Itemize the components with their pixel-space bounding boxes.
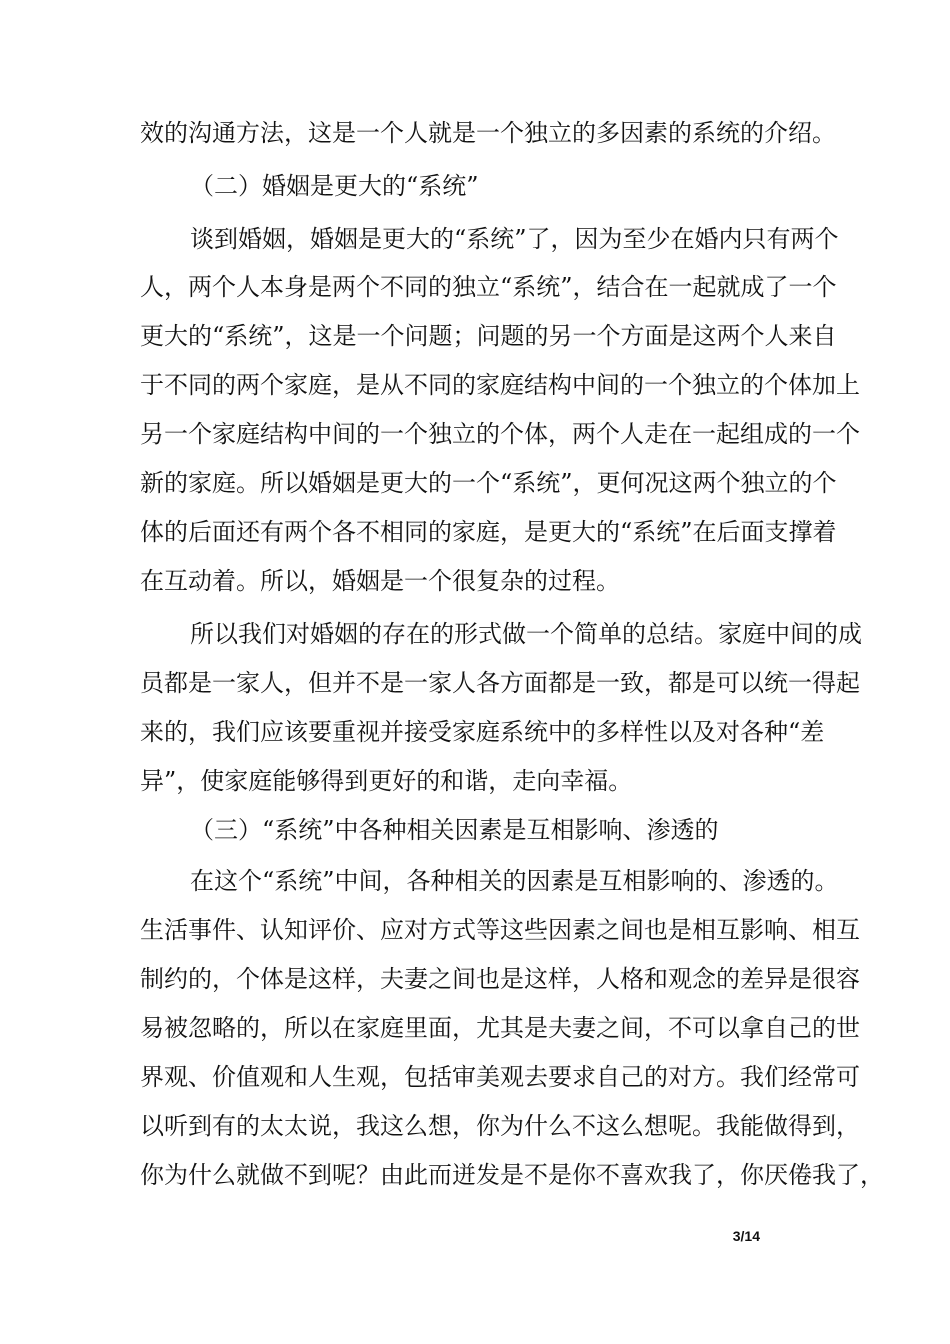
section-heading: （三）“系统”中各种相关因素是互相影响、渗透的 bbox=[190, 816, 719, 844]
text-line: 易被忽略的，所以在家庭里面，尤其是夫妻之间，不可以拿自己的世 bbox=[140, 1014, 860, 1042]
text-line: 体的后面还有两个各不相同的家庭，是更大的“系统”在后面支撑着 bbox=[140, 518, 837, 546]
text-line: 谈到婚姻，婚姻是更大的“系统”了，因为至少在婚内只有两个 bbox=[190, 225, 839, 253]
text-line: 在互动着。所以，婚姻是一个很复杂的过程。 bbox=[140, 567, 620, 595]
text-line: 制约的，个体是这样，夫妻之间也是这样，人格和观念的差异是很容 bbox=[140, 965, 860, 993]
text-line: 所以我们对婚姻的存在的形式做一个简单的总结。家庭中间的成 bbox=[190, 620, 862, 648]
text-line: 以听到有的太太说，我这么想，你为什么不这么想呢。我能做得到， bbox=[140, 1112, 860, 1140]
text-line: 效的沟通方法，这是一个人就是一个独立的多因素的系统的介绍。 bbox=[140, 119, 836, 147]
text-line: 新的家庭。所以婚姻是更大的一个“系统”，更何况这两个独立的个 bbox=[140, 469, 837, 497]
text-line: 员都是一家人，但并不是一家人各方面都是一致，都是可以统一得起 bbox=[140, 669, 860, 697]
text-line: 异”，使家庭能够得到更好的和谐，走向幸福。 bbox=[140, 767, 633, 795]
section-heading: （二）婚姻是更大的“系统” bbox=[190, 172, 479, 200]
text-line: 界观、价值观和人生观，包括审美观去要求自己的对方。我们经常可 bbox=[140, 1063, 860, 1091]
text-line: 另一个家庭结构中间的一个独立的个体，两个人走在一起组成的一个 bbox=[140, 420, 860, 448]
text-line: 在这个“系统”中间，各种相关的因素是互相影响的、渗透的。 bbox=[190, 867, 839, 895]
text-line: 你为什么就做不到呢？由此而迸发是不是你不喜欢我了，你厌倦我了， bbox=[140, 1161, 884, 1189]
text-line: 来的，我们应该要重视并接受家庭系统中的多样性以及对各种“差 bbox=[140, 718, 825, 746]
text-line: 于不同的两个家庭，是从不同的家庭结构中间的一个独立的个体加上 bbox=[140, 371, 860, 399]
text-line: 生活事件、认知评价、应对方式等这些因素之间也是相互影响、相互 bbox=[140, 916, 860, 944]
page-number: 3/14 bbox=[732, 1228, 760, 1244]
text-line: 人，两个人本身是两个不同的独立“系统”，结合在一起就成了一个 bbox=[140, 273, 837, 301]
text-line: 更大的“系统”，这是一个问题；问题的另一个方面是这两个人来自 bbox=[140, 322, 837, 350]
